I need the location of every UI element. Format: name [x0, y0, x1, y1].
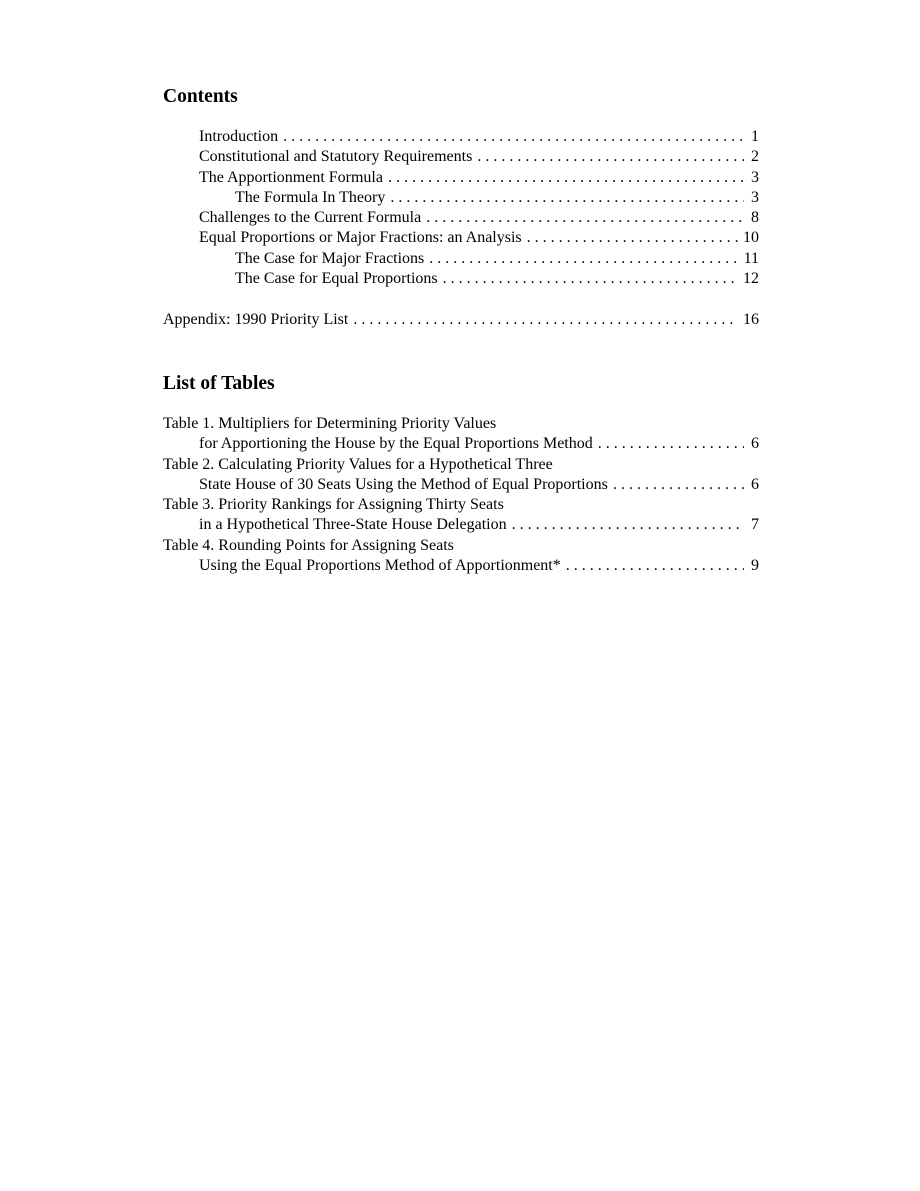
toc-entry-introduction[interactable]: [163, 127, 759, 147]
toc-entry-equal-proportions-analysis[interactable]: [163, 228, 759, 248]
dot-leader: [353, 310, 738, 330]
table-entry-title: Table 4. Rounding Points for Assigning Seats: [163, 536, 454, 554]
table-page-number: 9: [751, 557, 759, 575]
toc-entry-label: The Case for Equal Proportions: [235, 270, 438, 288]
table-page-number: 6: [751, 435, 759, 453]
dot-leader: [283, 127, 744, 147]
contents-list: [163, 127, 759, 330]
toc-entry-formula-in-theory[interactable]: [163, 188, 759, 208]
toc-entry-case-equal-proportions[interactable]: [163, 269, 759, 289]
dot-leader: [613, 475, 744, 495]
table-entry-continuation: [163, 434, 759, 454]
toc-page-number: 3: [751, 188, 759, 206]
table-entry-title: Table 2. Calculating Priority Values for a Hypothetical Three: [163, 455, 553, 473]
toc-entry-label: Constitutional and Statutory Requirements: [199, 148, 473, 166]
toc-entry-label: Introduction: [199, 128, 279, 145]
tables-list: [163, 414, 759, 576]
toc-entry-label: The Apportionment Formula: [199, 168, 383, 186]
table-entry-title: Table 3. Priority Rankings for Assigning Thirty Seats: [163, 496, 504, 514]
table-entry-continuation: [163, 515, 759, 535]
toc-entry-appendix[interactable]: [163, 310, 759, 330]
table-page-number: 7: [751, 516, 759, 534]
toc-page-number: 16: [743, 310, 759, 328]
toc-entry-label: Appendix: 1990 Priority List: [163, 310, 349, 328]
toc-entry-label: Challenges to the Current Formula: [199, 209, 422, 227]
toc-entry-label: The Formula In Theory: [235, 188, 386, 206]
toc-entry-apportionment-formula[interactable]: [163, 168, 759, 188]
table-entry-continuation: [163, 475, 759, 495]
table-entry-4[interactable]: [163, 536, 759, 577]
list-of-tables-heading: List of Tables: [163, 373, 275, 394]
toc-page-number: 12: [743, 270, 759, 288]
table-entry-1[interactable]: [163, 414, 759, 455]
contents-heading: Contents: [163, 86, 238, 107]
dot-leader: [429, 249, 738, 269]
table-entry-label: Using the Equal Proportions Method of Apportionment*: [199, 557, 561, 575]
toc-entry-constitutional-requirements[interactable]: [163, 147, 759, 167]
dot-leader: [388, 168, 744, 188]
table-entry-label: in a Hypothetical Three-State House Delegation: [199, 516, 507, 534]
dot-leader: [390, 188, 744, 208]
dot-leader: [566, 556, 744, 576]
table-entry-label: State House of 30 Seats Using the Method of Equal Proportions: [199, 475, 608, 493]
table-page-number: 6: [751, 475, 759, 493]
dot-leader: [598, 434, 744, 454]
toc-page-number: 10: [743, 229, 759, 247]
toc-entry-label: Equal Proportions or Major Fractions: an Analysis: [199, 229, 522, 247]
toc-entry-label: The Case for Major Fractions: [235, 249, 425, 267]
dot-leader: [477, 147, 744, 167]
table-entry-3[interactable]: [163, 495, 759, 536]
dot-leader: [527, 228, 738, 248]
toc-page-number: 1: [751, 128, 759, 145]
toc-entry-challenges[interactable]: [163, 208, 759, 228]
table-entry-continuation: [163, 556, 759, 576]
table-entry-label: for Apportioning the House by the Equal Proportions Method: [199, 435, 593, 453]
dot-leader: [443, 269, 738, 289]
toc-page-number: 11: [743, 249, 759, 267]
dot-leader: [426, 208, 744, 228]
toc-page-number: 2: [751, 148, 759, 166]
dot-leader: [512, 515, 744, 535]
toc-page-number: 8: [751, 209, 759, 227]
toc-page-number: 3: [751, 168, 759, 186]
table-entry-title: Table 1. Multipliers for Determining Priority Values: [163, 415, 497, 432]
table-entry-2[interactable]: [163, 455, 759, 496]
toc-entry-case-major-fractions[interactable]: [163, 249, 759, 269]
spacer: [163, 289, 759, 309]
